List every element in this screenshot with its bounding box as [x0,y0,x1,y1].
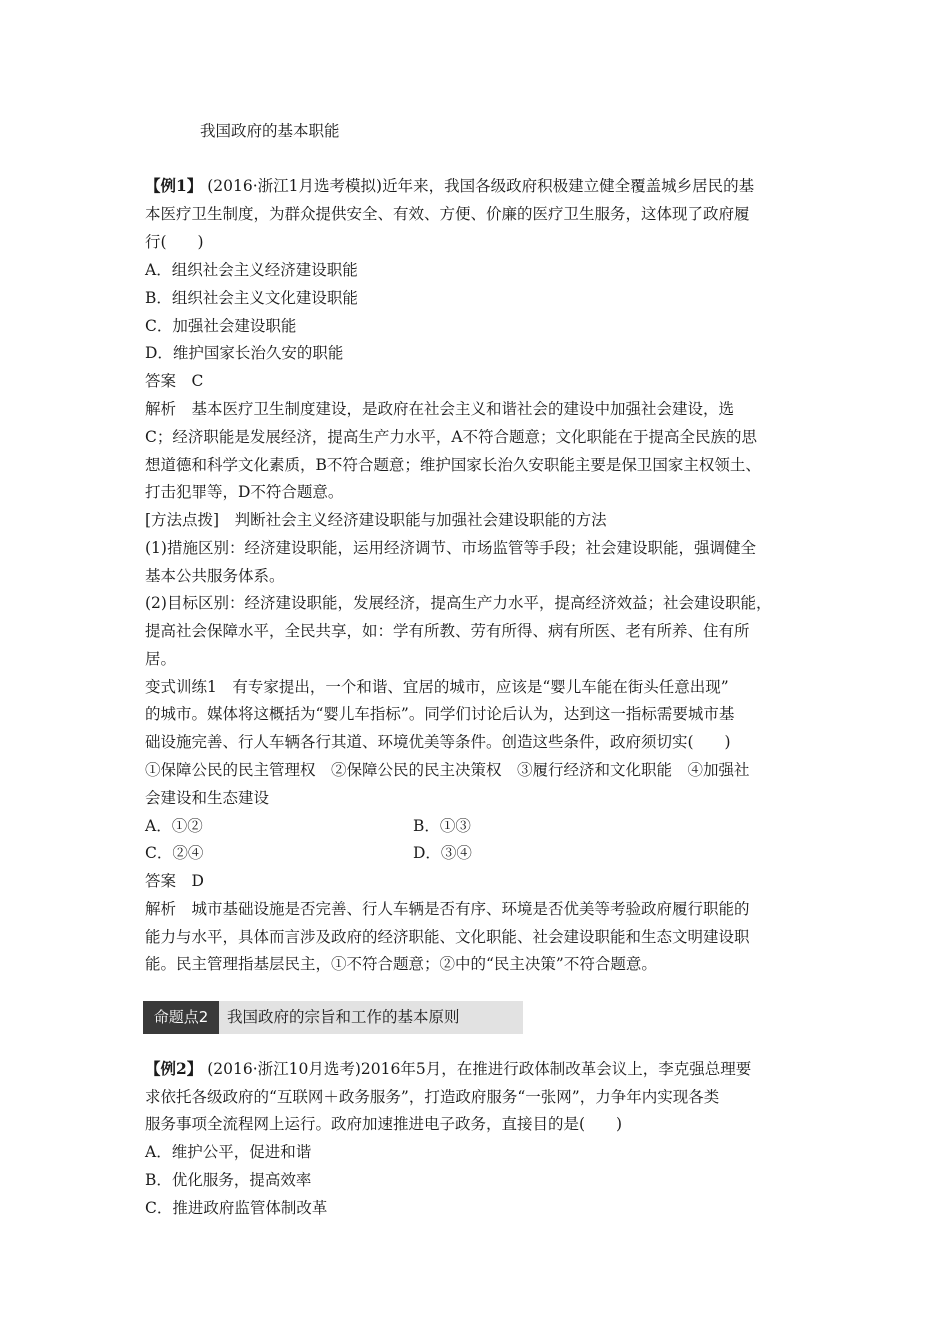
variant-1-question-line: ①保障公民的民主管理权 ②保障公民的民主决策权 ③履行经济和文化职能 ④加强社 [145,761,750,779]
method-line: 基本公共服务体系。 [145,567,285,585]
example-2-question-line: 求依托各级政府的“互联网＋政务服务”，打造政府服务“一张网”，力争年内实现各类 [145,1088,720,1106]
example-1-option-b: B．组织社会主义文化建设职能 [145,289,358,307]
example-2-tag: 【例2】 [145,1059,203,1078]
section-tag: 命题点2 [143,1001,219,1034]
variant-1-question-line: 会建设和生态建设 [145,789,270,807]
example-1-analysis-line: 解析 基本医疗卫生制度建设，是政府在社会主义和谐社会的建设中加强社会建设，选 [145,400,735,418]
example-1-option-c: C．加强社会建设职能 [145,317,297,335]
variant-1-analysis-line: 能力与水平，具体而言涉及政府的经济职能、文化职能、社会建设职能和生态文明建设职 [145,928,750,946]
example-1-answer: 答案 C [145,372,204,390]
variant-1-question-line: 础设施完善、行人车辆各行其道、环境优美等条件。创造这些条件，政府须切实( ) [145,733,731,751]
variant-1-answer: 答案 D [145,872,204,890]
variant-1-option-b: B．①③ [413,817,471,835]
method-line: 居。 [145,650,177,668]
variant-1-analysis-line: 能。民主管理指基层民主，①不符合题意；②中的“民主决策”不符合题意。 [145,955,657,973]
example-1-analysis-line: 打击犯罪等，D不符合题意。 [145,483,344,501]
method-heading: [方法点拨] 判断社会主义经济建设职能与加强社会建设职能的方法 [145,511,607,529]
variant-1-question-line: 变式训练1 有专家提出，一个和谐、宜居的城市，应该是“婴儿车能在街头任意出现” [145,678,729,696]
example-2-text: (2016·浙江10月选考)2016年5月，在推进行政体制改革会议上，李克强总理要 [207,1060,752,1078]
example-2-option-b: B．优化服务，提高效率 [145,1171,312,1189]
example-2-option-a: A．维护公平，促进和谐 [145,1143,312,1161]
method-line: (1)措施区别：经济建设职能，运用经济调节、市场监管等手段；社会建设职能，强调健全 [145,539,756,557]
example-1-analysis-line: 想道德和科学文化素质，B不符合题意；维护国家长治久安职能主要是保卫国家主权领土、 [145,456,761,474]
example-2-question-line: 服务事项全流程网上运行。政府加速推进电子政务，直接目的是( ) [145,1115,623,1133]
example-2-question-line [145,1059,825,1079]
example-1-option-d: D．维护国家长治久安的职能 [145,344,344,362]
example-1-text: (2016·浙江1月选考模拟)近年来，我国各级政府积极建立健全覆盖城乡居民的基 [207,177,755,195]
variant-1-option-d: D．③④ [413,844,472,862]
method-line: (2)目标区别：经济建设职能，发展经济，提高生产力水平，提高经济效益；社会建设职能， [145,594,772,612]
example-2-option-c: C．推进政府监管体制改革 [145,1199,328,1217]
variant-1-option-c: C．②④ [145,844,204,862]
variant-1-analysis-line: 解析 城市基础设施是否完善、行人车辆是否有序、环境是否优美等考验政府履行职能的 [145,900,750,918]
section-header-bar [143,1001,523,1034]
example-1-question-line: 行( ) [145,233,204,251]
variant-1-question-line: 的城市。媒体将这概括为“婴儿车指标”。同学们讨论后认为，达到这一指标需要城市基 [145,705,735,723]
section-header-title: 我国政府的宗旨和工作的基本原则 [227,1008,460,1026]
example-1-question-line: 本医疗卫生制度，为群众提供安全、有效、方便、价廉的医疗卫生服务，这体现了政府履 [145,205,750,223]
method-line: 提高社会保障水平，全民共享，如：学有所教、劳有所得、病有所医、老有所养、住有所 [145,622,750,640]
example-1-question-line [145,176,825,196]
example-1-option-a: A．组织社会主义经济建设职能 [145,261,358,279]
example-1-tag: 【例1】 [145,176,203,195]
example-1-analysis-line: C；经济职能是发展经济，提高生产力水平，A不符合题意；文化职能在于提高全民族的思 [145,428,758,446]
section-title: 我国政府的基本职能 [200,122,340,140]
variant-1-option-a: A．①② [145,817,203,835]
